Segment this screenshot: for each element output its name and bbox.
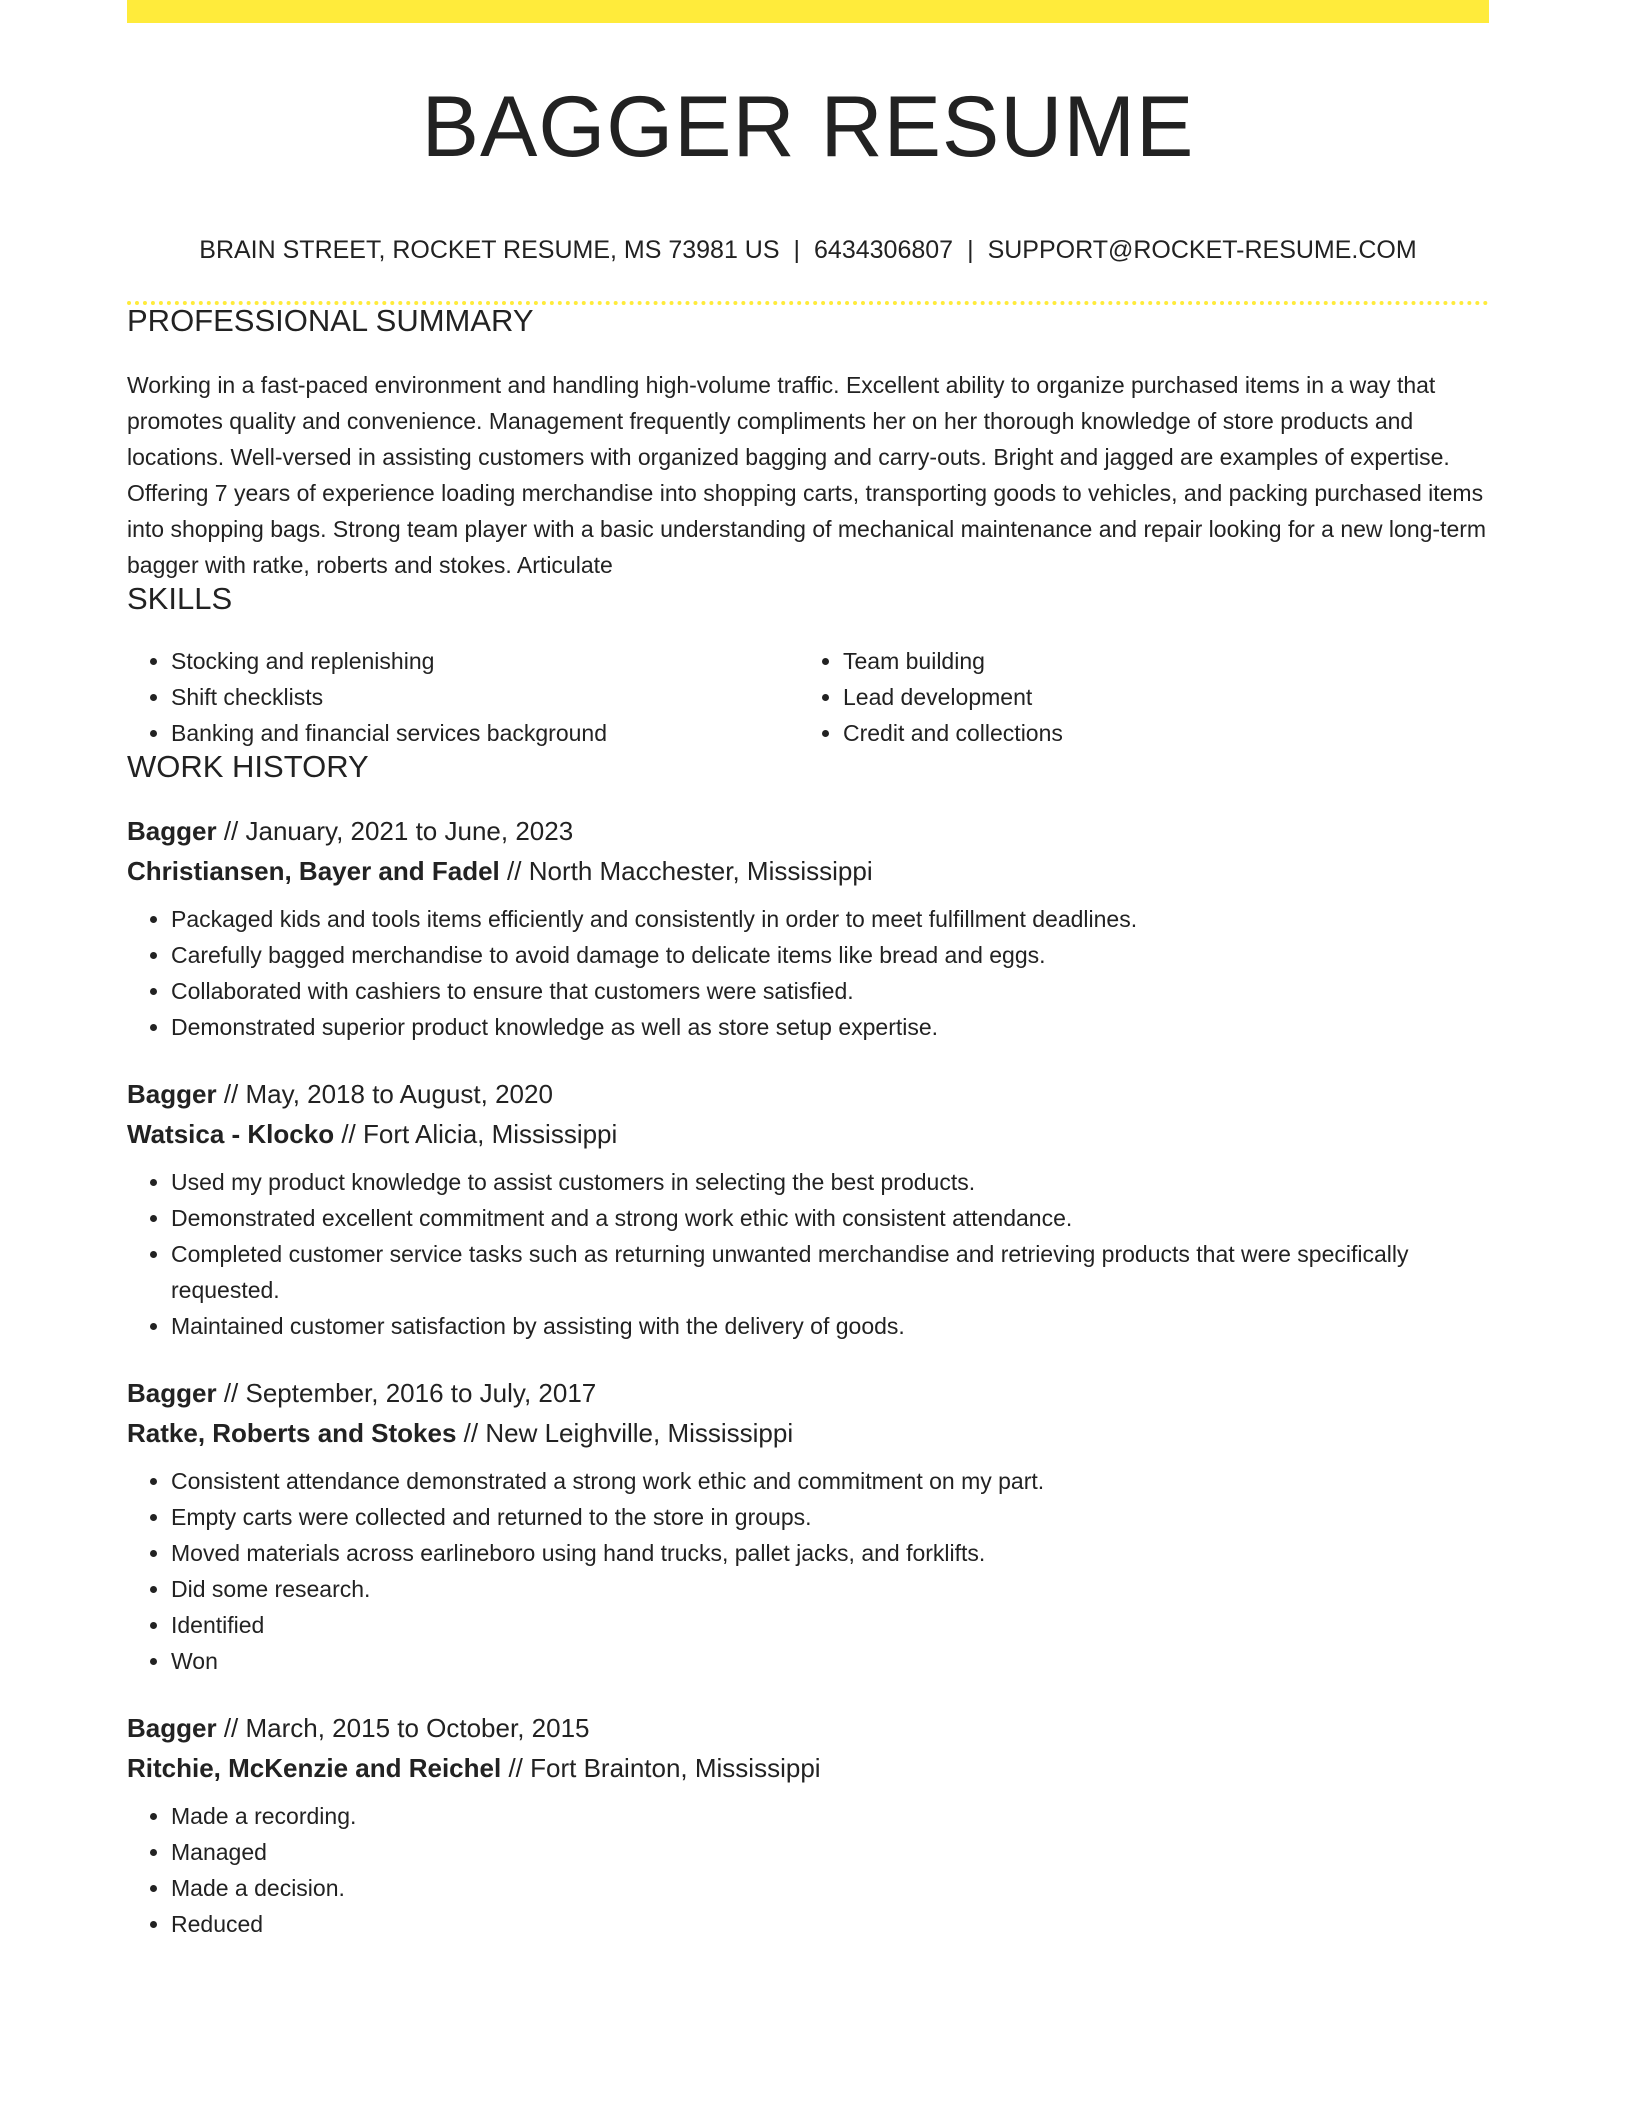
job-dates: March, 2015 to October, 2015 — [245, 1713, 590, 1743]
job-bullet: • Collaborated with cashiers to ensure that customers were satisfied. — [171, 973, 1489, 1009]
job-company: Christiansen, Bayer and Fadel — [127, 856, 500, 886]
job-entry — [127, 1074, 1489, 1344]
skill-item: • Lead development — [843, 679, 1471, 715]
job-bullet: • Packaged kids and tools items efficiently and consistently in order to meet fulfillment deadlines. — [171, 901, 1489, 937]
job-bullet: • Made a recording. — [171, 1798, 1489, 1834]
skills-column-left — [127, 643, 799, 751]
accent-bar — [127, 0, 1489, 23]
job-dates: January, 2021 to June, 2023 — [245, 816, 574, 846]
contact-separator: | — [793, 236, 801, 264]
contact-address: BRAIN STREET, ROCKET RESUME, MS 73981 US — [199, 236, 780, 264]
job-company: Watsica - Klocko — [127, 1119, 335, 1149]
job-divider: // — [507, 856, 522, 886]
job-bullet: • Moved materials across earlineboro using hand trucks, pallet jacks, and forklifts. — [171, 1535, 1489, 1571]
skill-item: • Shift checklists — [171, 679, 799, 715]
job-bullet: • Managed — [171, 1834, 1489, 1870]
job-bullet: • Demonstrated superior product knowledge as well as store setup expertise. — [171, 1009, 1489, 1045]
job-divider: // — [223, 1079, 239, 1109]
job-role: Bagger — [127, 1713, 217, 1743]
job-entry — [127, 811, 1489, 1045]
skills-grid — [127, 643, 1489, 751]
job-bullets — [127, 901, 1489, 1045]
job-location: Fort Brainton, Mississippi — [530, 1753, 821, 1783]
job-dates: May, 2018 to August, 2020 — [245, 1079, 553, 1109]
job-bullet: • Did some research. — [171, 1571, 1489, 1607]
job-divider: // — [463, 1418, 479, 1448]
resume-title: BAGGER RESUME — [421, 79, 1195, 175]
skills-heading: SKILLS — [127, 581, 233, 616]
resume-page — [127, 0, 1489, 1942]
job-bullets — [127, 1164, 1489, 1344]
job-divider: // — [223, 816, 239, 846]
job-company: Ratke, Roberts and Stokes — [127, 1418, 457, 1448]
job-company: Ritchie, McKenzie and Reichel — [127, 1753, 502, 1783]
job-divider: // — [223, 1378, 239, 1408]
job-divider: // — [508, 1753, 523, 1783]
job-dates: September, 2016 to July, 2017 — [245, 1378, 597, 1408]
skill-item: • Credit and collections — [843, 715, 1471, 751]
summary-heading: PROFESSIONAL SUMMARY — [127, 303, 534, 338]
job-bullets — [127, 1798, 1489, 1942]
job-bullets — [127, 1463, 1489, 1679]
skill-item: • Banking and financial services background — [171, 715, 799, 751]
job-divider: // — [223, 1713, 239, 1743]
job-bullet: • Won — [171, 1643, 1489, 1679]
job-role-line — [127, 1074, 1489, 1114]
contact-email[interactable]: SUPPORT@ROCKET-RESUME.COM — [987, 236, 1417, 264]
work-history-heading: WORK HISTORY — [127, 749, 369, 784]
job-bullet: • Empty carts were collected and returned to the store in groups. — [171, 1499, 1489, 1535]
job-company-line — [127, 1413, 1489, 1453]
job-bullet: • Consistent attendance demonstrated a strong work ethic and commitment on my part. — [171, 1463, 1489, 1499]
job-role-line — [127, 1708, 1489, 1748]
skill-item: • Team building — [843, 643, 1471, 679]
job-role: Bagger — [127, 816, 217, 846]
job-bullet: • Maintained customer satisfaction by assisting with the delivery of goods. — [171, 1308, 1489, 1344]
job-location: Fort Alicia, Mississippi — [363, 1119, 618, 1149]
skills-column-right — [799, 643, 1471, 751]
job-role: Bagger — [127, 1378, 217, 1408]
job-bullet: • Made a decision. — [171, 1870, 1489, 1906]
job-bullet: • Demonstrated excellent commitment and a strong work ethic with consistent attendance. — [171, 1200, 1489, 1236]
contact-phone[interactable]: 6434306807 — [814, 236, 954, 264]
job-company-line — [127, 1748, 1489, 1788]
summary-text: Working in a fast-paced environment and handling high-volume traffic. Excellent ability to organize purchased items in a way that promotes quality and convenience. Management frequently compliments her on her thorough knowledge of store products and locations. Well-versed in assisting customers with organized bagging and carry-outs. Bright and jagged are examples of expertise. Offering 7 years of experience loading merchandise into shopping carts, transporting goods to vehicles, and packing purchased items into shopping bags. Strong team player with a basic understanding of mechanical maintenance and repair looking for a new long-term bagger with ratke, roberts and stokes. Articulate — [127, 372, 1487, 578]
job-company-line — [127, 1114, 1489, 1154]
job-company-line — [127, 851, 1489, 891]
job-entry — [127, 1708, 1489, 1942]
job-entry — [127, 1373, 1489, 1679]
job-role-line — [127, 811, 1489, 851]
job-bullet: • Carefully bagged merchandise to avoid damage to delicate items like bread and eggs. — [171, 937, 1489, 973]
job-bullet: • Reduced — [171, 1906, 1489, 1942]
job-bullet: • Completed customer service tasks such as returning unwanted merchandise and retrieving products that were specifically requested. — [171, 1236, 1489, 1308]
job-role-line — [127, 1373, 1489, 1413]
skill-item: • Stocking and replenishing — [171, 643, 799, 679]
contact-line — [127, 238, 1489, 263]
contact-separator: | — [967, 236, 974, 264]
job-role: Bagger — [127, 1079, 217, 1109]
job-divider: // — [341, 1119, 356, 1149]
job-location: New Leighville, Mississippi — [485, 1418, 794, 1448]
job-location: North Macchester, Mississippi — [528, 856, 873, 886]
job-bullet: • Identified — [171, 1607, 1489, 1643]
job-bullet: • Used my product knowledge to assist customers in selecting the best products. — [171, 1164, 1489, 1200]
